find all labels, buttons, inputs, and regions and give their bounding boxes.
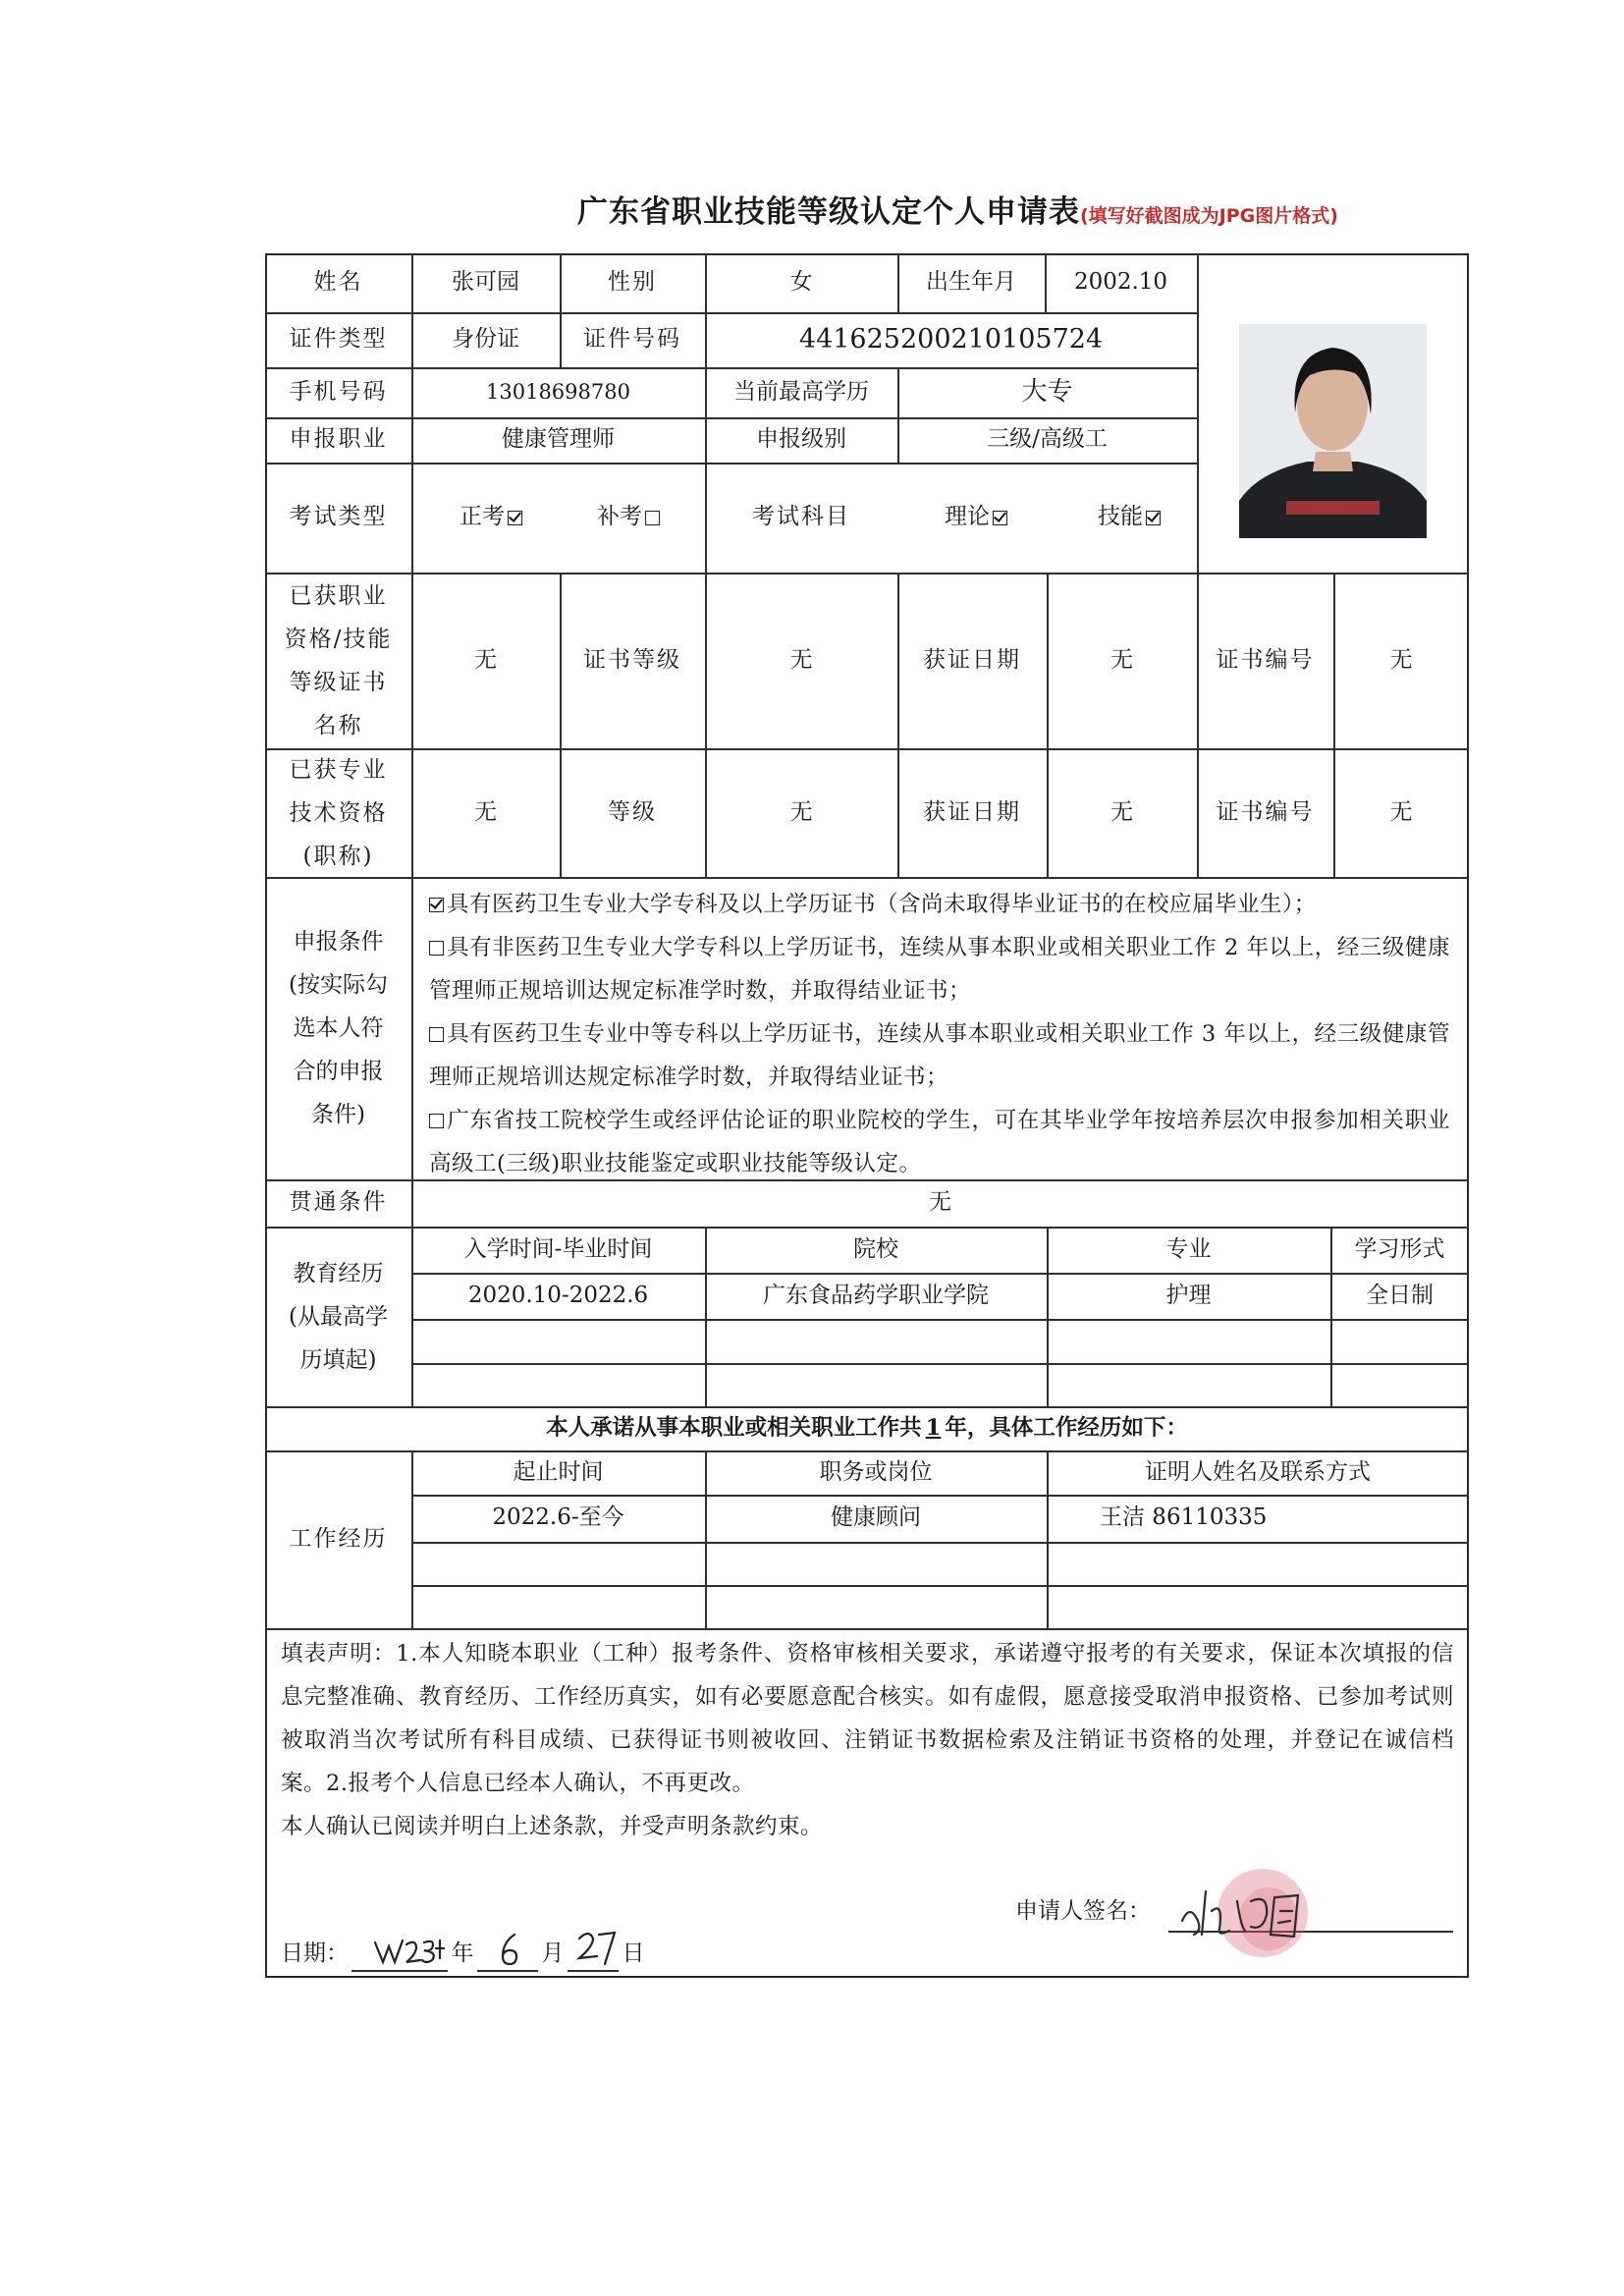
vline bbox=[1045, 253, 1047, 312]
through-label: 贯通条件 bbox=[289, 1189, 388, 1216]
work-cell-period: 2022.6-至今 bbox=[492, 1504, 624, 1531]
conditions-label-main: 申报条件 bbox=[293, 929, 384, 955]
exam-option-makeup[interactable] bbox=[569, 463, 687, 573]
conditions-list bbox=[429, 883, 1450, 1185]
qualification-label: 已获职业资格/技能等级证书名称 bbox=[284, 582, 393, 738]
conditions-label bbox=[265, 877, 411, 1179]
vline bbox=[411, 877, 413, 1181]
condition-item-text: 广东省技工院校学生或经评估论证的职业院校的学生，可在其毕业学年按培养层次申报参加相关职业高级工(三级)职业技能鉴定或职业技能等级认定。 bbox=[429, 1108, 1450, 1176]
tech-date-label: 获证日期 bbox=[923, 798, 1021, 825]
education-label-main: 教育经历 bbox=[293, 1260, 384, 1286]
handwritten-month-icon bbox=[495, 1929, 524, 1970]
gender-label: 性别 bbox=[608, 269, 657, 296]
id-type-label: 证件类型 bbox=[289, 326, 388, 353]
declaration bbox=[281, 1632, 1454, 1848]
edu-header-school: 院校 bbox=[853, 1235, 898, 1262]
phone-value: 13018698780 bbox=[486, 379, 630, 404]
grade-label: 证书等级 bbox=[583, 646, 681, 673]
exam-option-formal[interactable] bbox=[432, 463, 550, 573]
signature-ink-icon[interactable] bbox=[1168, 1862, 1335, 1970]
cert-number-value: 无 bbox=[1389, 646, 1413, 673]
portrait-icon bbox=[1239, 324, 1427, 538]
work-cell-position: 健康顾问 bbox=[831, 1504, 921, 1531]
name-label: 姓名 bbox=[313, 269, 363, 296]
work-commitment bbox=[265, 1406, 1469, 1450]
edu-header-major: 专业 bbox=[1165, 1235, 1212, 1262]
work-header-position: 职务或岗位 bbox=[819, 1458, 933, 1485]
checkbox-checked-icon[interactable] bbox=[993, 511, 1007, 525]
work-header-period: 起止时间 bbox=[513, 1458, 604, 1485]
checkbox-checked-icon[interactable] bbox=[508, 511, 522, 525]
tech-grade-value: 无 bbox=[789, 798, 813, 825]
declaration-text: 填表声明：1.本人知晓本职业（工种）报考条件、资格审核相关要求，承诺遵守报考的有关要求，保证本次填报的信息完整准确、教育经历、工作经历真实，如有必要愿意配合核实。如有虚假，愿意接受取消申报资格、已参加考试则被取消当次考试所有科目成绩、已获得证书则被收回、注销证书数据检索及注销证书资格的处理，并登记在诚信档案。2.报考个人信息已经本人确认，不再更改。 bbox=[281, 1641, 1454, 1796]
education-label bbox=[265, 1227, 411, 1406]
edu-header-period: 入学时间-毕业时间 bbox=[463, 1235, 653, 1262]
checkbox-empty-icon[interactable] bbox=[429, 1114, 444, 1128]
exam-option-theory[interactable] bbox=[907, 463, 1045, 573]
tech-date-value: 无 bbox=[1110, 798, 1133, 825]
condition-item-1[interactable] bbox=[429, 883, 1450, 926]
exam-option-theory-label: 理论 bbox=[945, 504, 990, 530]
tech-number-value: 无 bbox=[1389, 798, 1413, 825]
checkbox-empty-icon[interactable] bbox=[429, 1027, 444, 1042]
job-value: 健康管理师 bbox=[502, 426, 615, 453]
condition-item-text: 具有医药卫生专业中等专科以上学历证书，连续从事本职业或相关职业工作 3 年以上，经三级健康管理师正规培训达规定标准学时数，并取得结业证书； bbox=[429, 1021, 1450, 1090]
condition-item-text: 具有医药卫生专业大学专科及以上学历证书（含尚未取得毕业证书的在校应届毕业生）； bbox=[447, 892, 1317, 917]
checkbox-checked-icon[interactable] bbox=[429, 898, 444, 912]
form-title bbox=[577, 187, 1338, 231]
condition-item-2[interactable] bbox=[429, 926, 1450, 1012]
condition-item-3[interactable] bbox=[429, 1012, 1450, 1099]
job-label: 申报职业 bbox=[289, 426, 388, 453]
edu-value: 大专 bbox=[1021, 376, 1073, 407]
signature-label: 申请人签名： bbox=[1015, 1898, 1151, 1925]
condition-item-4[interactable] bbox=[429, 1099, 1450, 1185]
grade-value: 无 bbox=[789, 646, 813, 673]
tech-number-label: 证书编号 bbox=[1216, 798, 1315, 825]
exam-option-skill-label: 技能 bbox=[1098, 504, 1143, 530]
declaration-confirm: 本人确认已阅读并明白上述条款，并受声明条款约束。 bbox=[281, 1814, 824, 1839]
work-label: 工作经历 bbox=[289, 1525, 388, 1552]
edu-cell-major: 护理 bbox=[1165, 1282, 1212, 1308]
edu-cell-period: 2020.10-2022.6 bbox=[467, 1282, 649, 1308]
exam-option-skill[interactable] bbox=[1060, 463, 1198, 573]
phone-label: 手机号码 bbox=[289, 378, 388, 405]
exam-option-formal-label: 正考 bbox=[460, 504, 505, 530]
hline bbox=[411, 1363, 1469, 1365]
title-text: 广东省职业技能等级认定个人申请表 bbox=[577, 194, 1080, 230]
condition-item-text: 具有非医药卫生专业大学专科以上学历证书，连续从事本职业或相关职业工作 2 年以上，经三级健康管理师正规培训达规定标准学时数，并取得结业证书； bbox=[429, 935, 1450, 1004]
conditions-label-sub: (按实际勾选本人符合的申报条件) bbox=[289, 972, 388, 1127]
commit-years: 1 bbox=[925, 1414, 942, 1441]
hline bbox=[265, 877, 1469, 879]
id-no-label: 证件号码 bbox=[583, 326, 681, 353]
edu-cell-school: 广东食品药学职业学院 bbox=[763, 1282, 989, 1308]
handwritten-day-icon bbox=[575, 1925, 619, 1970]
tech-title-value: 无 bbox=[474, 798, 497, 825]
exam-option-makeup-label: 补考 bbox=[597, 504, 642, 530]
cert-number-label: 证书编号 bbox=[1216, 646, 1315, 673]
commit-prefix: 本人承诺从事本职业或相关职业工作共 bbox=[546, 1414, 922, 1441]
work-header-reference: 证明人姓名及联系方式 bbox=[1145, 1458, 1371, 1485]
month-unit: 月 bbox=[541, 1941, 565, 1967]
tech-grade-label: 等级 bbox=[608, 798, 657, 825]
edu-cell-mode: 全日制 bbox=[1366, 1282, 1434, 1308]
day-underline bbox=[568, 1970, 619, 1972]
education-label-sub: (从最高学历填起) bbox=[289, 1303, 388, 1373]
birth-label: 出生年月 bbox=[926, 269, 1016, 296]
edu-header-mode: 学习形式 bbox=[1354, 1235, 1445, 1262]
hline bbox=[411, 1319, 1469, 1321]
checkbox-empty-icon[interactable] bbox=[645, 511, 660, 525]
cert-date-label: 获证日期 bbox=[923, 646, 1021, 673]
work-cell-reference: 王洁 86110335 bbox=[1100, 1504, 1268, 1531]
hline bbox=[411, 1585, 1469, 1587]
tech-title-label: 已获专业技术资格(职称) bbox=[289, 756, 388, 869]
cert-date-value: 无 bbox=[1110, 646, 1133, 673]
applicant-photo bbox=[1239, 324, 1427, 538]
through-value: 无 bbox=[929, 1189, 951, 1216]
checkbox-empty-icon[interactable] bbox=[429, 941, 444, 956]
title-note: (填写好截图成为JPG图片格式) bbox=[1080, 205, 1338, 227]
year-unit: 年 bbox=[451, 1941, 474, 1967]
level-value: 三级/高级工 bbox=[987, 426, 1108, 453]
hline bbox=[411, 1542, 1469, 1544]
year-underline bbox=[352, 1970, 448, 1972]
name-value: 张可园 bbox=[452, 269, 519, 296]
id-type-value: 身份证 bbox=[452, 326, 519, 353]
exam-subject-label: 考试科目 bbox=[752, 504, 850, 530]
id-no-value: 441625200210105724 bbox=[798, 324, 1104, 355]
level-label: 申报级别 bbox=[756, 426, 846, 453]
handwritten-year-icon bbox=[371, 1929, 448, 1970]
date-label: 日期： bbox=[281, 1941, 349, 1967]
gender-value: 女 bbox=[789, 269, 813, 296]
checkbox-checked-icon[interactable] bbox=[1146, 511, 1161, 525]
exam-type-label: 考试类型 bbox=[289, 504, 388, 530]
birth-value: 2002.10 bbox=[1073, 269, 1168, 296]
qualification-value: 无 bbox=[474, 646, 497, 673]
commit-suffix: 年，具体工作经历如下： bbox=[945, 1414, 1188, 1441]
month-underline bbox=[477, 1970, 538, 1972]
day-unit: 日 bbox=[622, 1941, 645, 1967]
hline bbox=[265, 1628, 1469, 1630]
edu-label: 当前最高学历 bbox=[733, 378, 869, 405]
